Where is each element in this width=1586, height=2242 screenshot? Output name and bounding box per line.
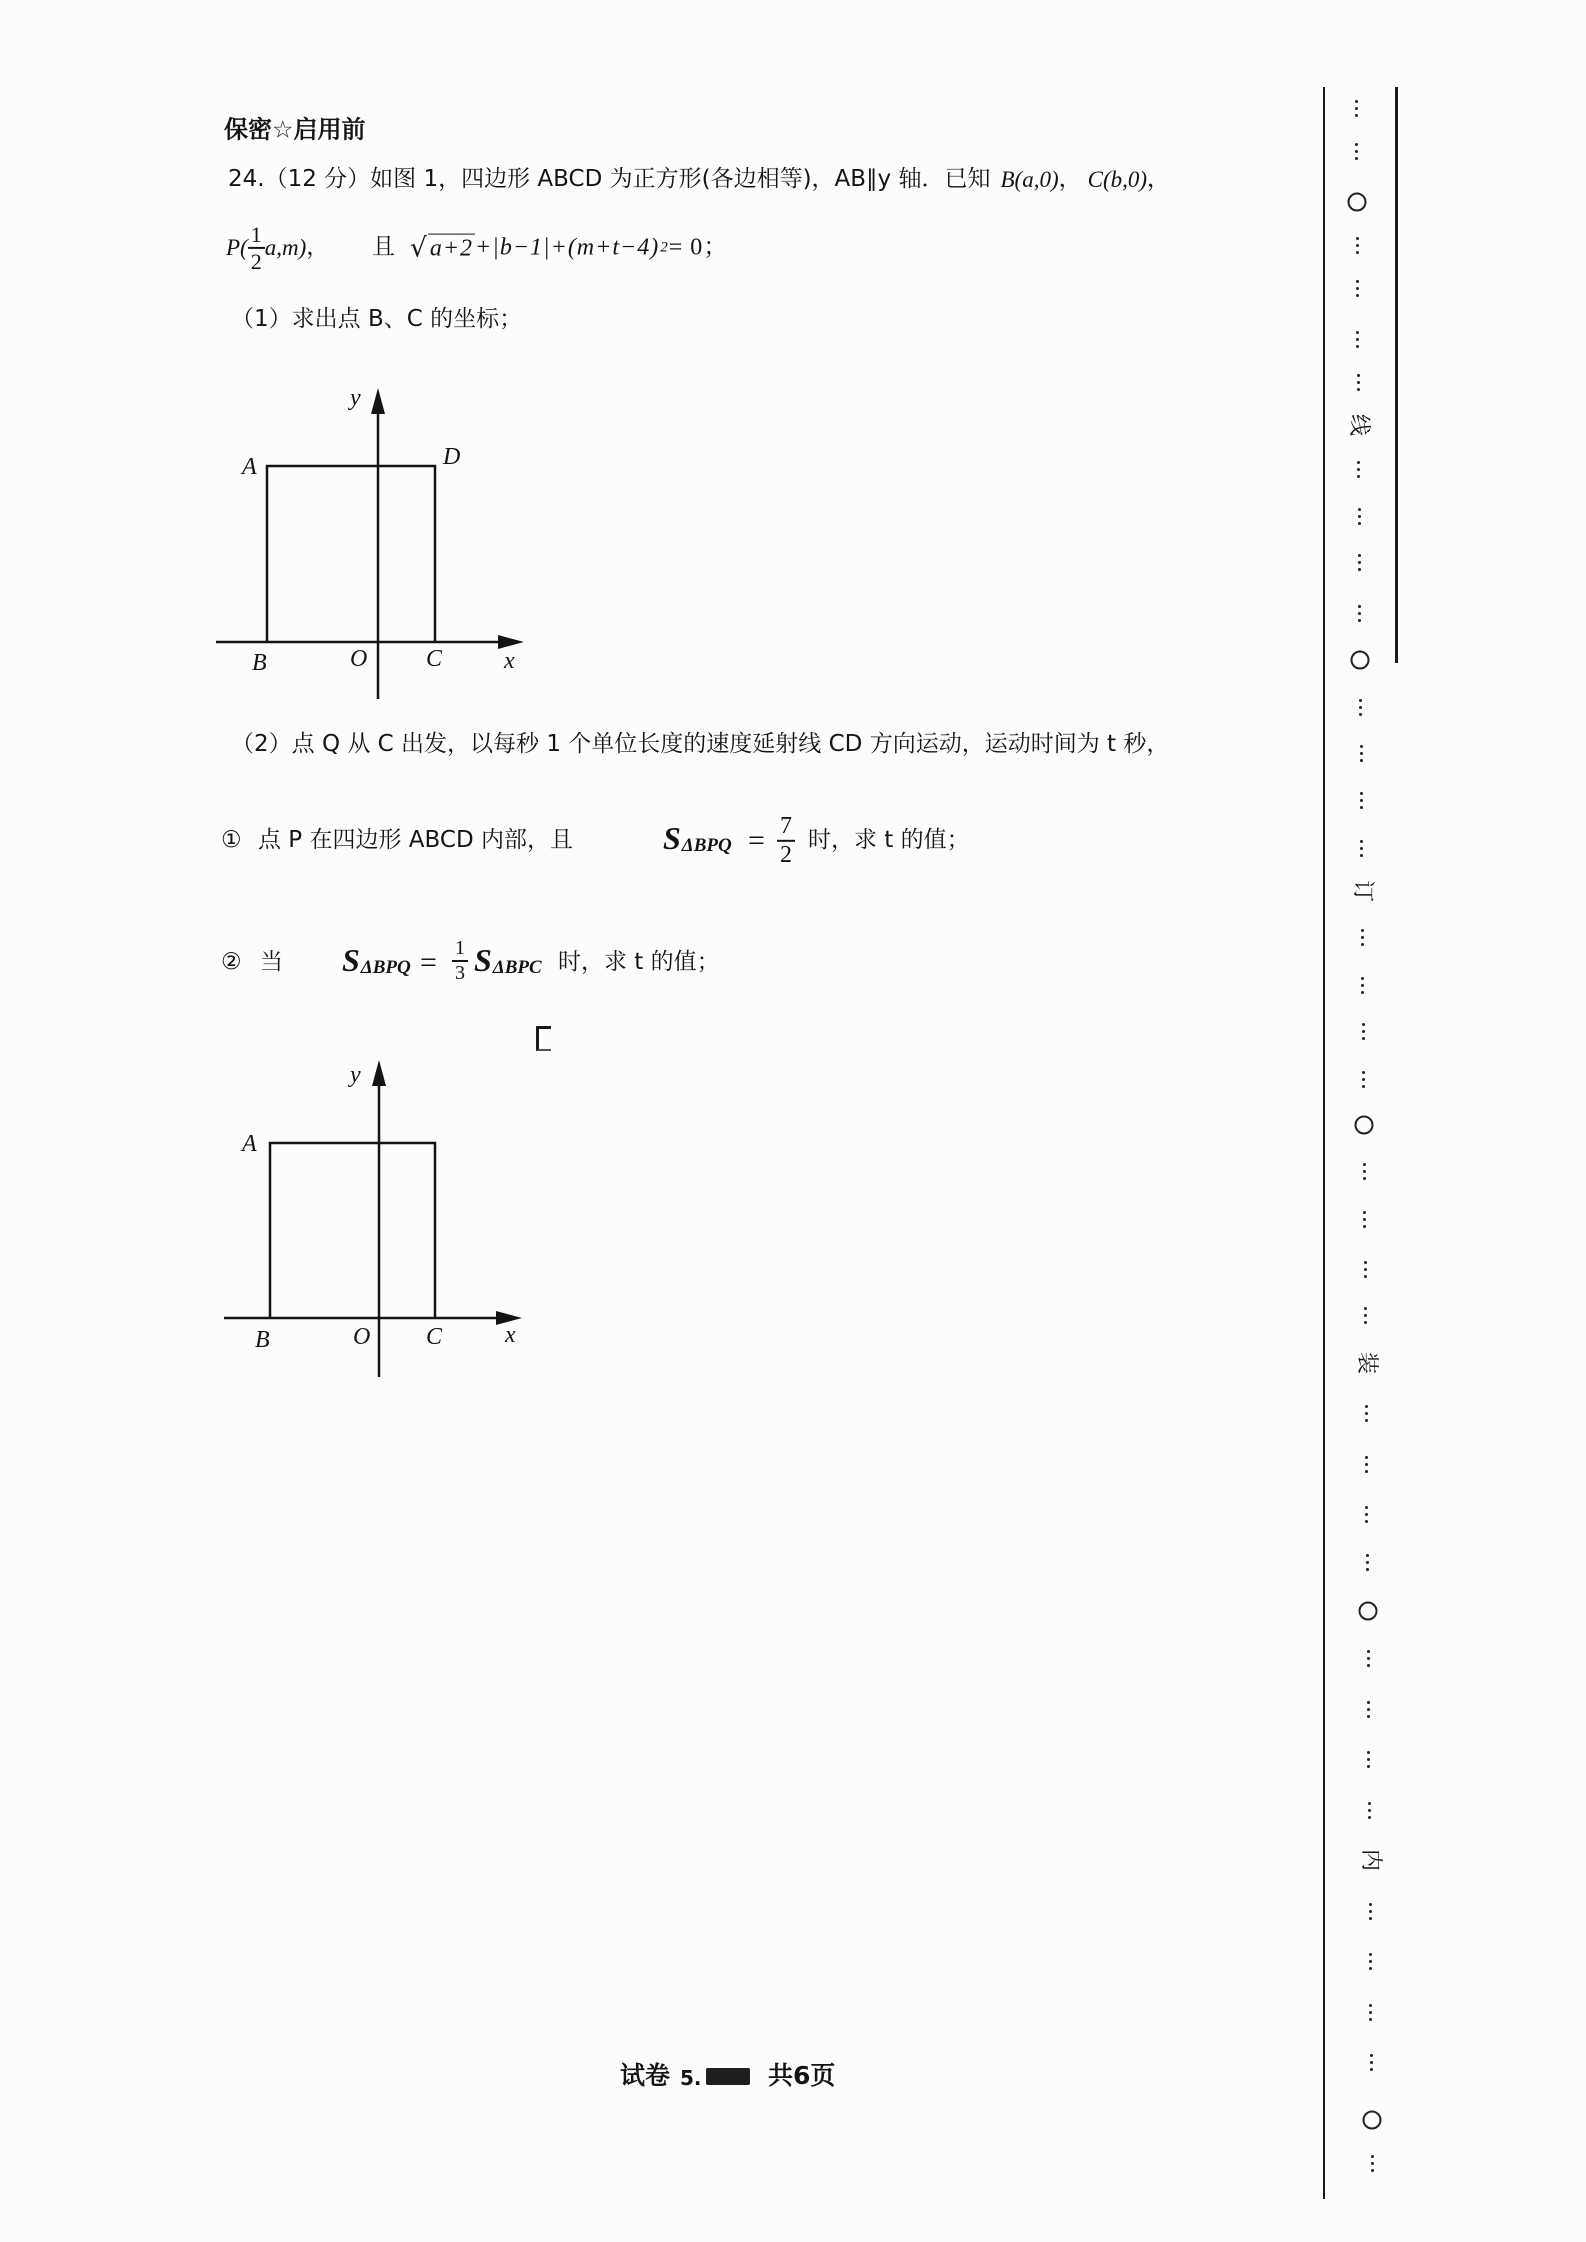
margin-label-2: 装 bbox=[1353, 1351, 1379, 1375]
margin-dot-leader bbox=[1357, 374, 1360, 377]
area-bpq bbox=[342, 941, 411, 979]
margin-label-1: 订 bbox=[1350, 879, 1376, 903]
point-p-open: P( bbox=[226, 235, 248, 261]
margin-dot-leader bbox=[1362, 1071, 1365, 1074]
margin-dot-leader bbox=[1365, 1456, 1368, 1459]
area-bpq bbox=[663, 819, 732, 857]
comma: ， bbox=[1147, 166, 1171, 193]
point-p-rest: a,m) bbox=[264, 235, 307, 261]
fig2-label-B: B bbox=[255, 1327, 270, 1353]
sub-question-2-text: 当 bbox=[260, 949, 283, 976]
square-root bbox=[410, 234, 475, 262]
margin-circle-mark bbox=[1347, 193, 1366, 212]
margin-dot-leader bbox=[1361, 977, 1364, 980]
margin-dot-leader bbox=[1356, 237, 1359, 240]
margin-dot-leader bbox=[1358, 605, 1361, 608]
margin-circle-mark bbox=[1351, 651, 1370, 670]
fig1-label-B: B bbox=[252, 650, 267, 676]
margin-dot-leader bbox=[1356, 280, 1359, 283]
margin-dot-leader bbox=[1368, 1802, 1371, 1805]
margin-dot-leader bbox=[1360, 745, 1363, 748]
area-subscript: ΔBPQ bbox=[360, 956, 411, 978]
fig2-label-A: A bbox=[242, 1131, 257, 1157]
fraction-seven-halves bbox=[777, 814, 795, 868]
margin-dot-leader bbox=[1363, 1211, 1366, 1214]
area-symbol: S bbox=[663, 819, 681, 856]
fig1-label-A: A bbox=[242, 454, 257, 480]
fraction-numerator: 1 bbox=[248, 223, 265, 249]
margin-dot-leader bbox=[1355, 143, 1358, 146]
margin-dot-leader bbox=[1364, 1261, 1367, 1264]
fig1-label-D: D bbox=[443, 444, 461, 470]
fig1-square bbox=[267, 466, 435, 642]
fig2-y-axis-arrow bbox=[372, 1060, 386, 1086]
fraction-denominator: 3 bbox=[455, 962, 465, 984]
fraction-denominator: 2 bbox=[780, 842, 792, 868]
fig1-y-axis-arrow bbox=[371, 388, 385, 414]
margin-dot-leader bbox=[1369, 1903, 1372, 1906]
area-bpc bbox=[474, 941, 542, 979]
margin-dot-leader bbox=[1358, 508, 1361, 511]
fraction-numerator: 7 bbox=[777, 814, 795, 842]
margin-dot-leader bbox=[1369, 1953, 1372, 1956]
footer-total-pages: 共6页 bbox=[768, 2061, 836, 2090]
equals-sign: = bbox=[420, 946, 437, 979]
equation-equals-zero: = 0； bbox=[668, 234, 729, 261]
comma: ， bbox=[1058, 166, 1082, 193]
margin-circle-mark bbox=[1358, 1602, 1377, 1621]
fig2-label-C: C bbox=[426, 1324, 443, 1350]
footer-ink-smudge bbox=[706, 2068, 750, 2085]
equals-sign: = bbox=[748, 824, 765, 857]
part-2-prompt: （2）点 Q 从 C 出发，以每秒 1 个单位长度的速度延射线 CD 方向运动，运动时间为 t 秒， bbox=[231, 731, 1170, 758]
confidential-header: 保密☆启用前 bbox=[224, 115, 366, 144]
margin-dot-leader bbox=[1364, 1307, 1367, 1310]
margin-dot-leader bbox=[1367, 1650, 1370, 1653]
point-p-definition bbox=[226, 223, 329, 273]
binding-line bbox=[1323, 87, 1325, 2199]
point-b: B(a,0) bbox=[1000, 167, 1059, 193]
radical-sign: √ bbox=[410, 232, 428, 264]
margin-dot-leader bbox=[1357, 461, 1360, 464]
binding-line-outer bbox=[1395, 87, 1398, 663]
fraction-one-half bbox=[248, 223, 265, 273]
fraction-numerator: 1 bbox=[452, 938, 468, 962]
margin-dot-leader bbox=[1365, 1405, 1368, 1408]
condition-equation bbox=[410, 234, 728, 263]
fraction-denominator: 2 bbox=[250, 249, 262, 274]
sub-question-2-tail: 时，求 t 的值； bbox=[558, 949, 720, 976]
footer-prefix: 试卷 bbox=[620, 2061, 671, 2090]
fig2-square bbox=[270, 1143, 435, 1318]
radicand: a+2 bbox=[429, 235, 474, 262]
question-intro: 24.（12 分）如图 1，四边形 ABCD 为正方形(各边相等)，AB∥y 轴．已知 bbox=[228, 166, 991, 193]
sub-question-2-marker: ② bbox=[221, 949, 242, 976]
fig1-label-y: y bbox=[350, 385, 361, 411]
part-1-prompt: （1）求出点 B、C 的坐标； bbox=[231, 306, 523, 333]
footer-page-number: 5. bbox=[680, 2066, 702, 2090]
fraction-seven-halves-wrap bbox=[777, 814, 795, 868]
equation-terms: +|b−1|+(m+t−4) bbox=[475, 234, 660, 261]
question-stem-line1 bbox=[228, 166, 1170, 194]
point-c: C(b,0) bbox=[1087, 167, 1148, 193]
conjunction-and: 且 bbox=[372, 234, 395, 261]
margin-dot-leader bbox=[1359, 699, 1362, 702]
area-subscript: ΔBPC bbox=[492, 956, 542, 978]
margin-dot-leader bbox=[1362, 1023, 1365, 1026]
margin-dot-leader bbox=[1356, 331, 1359, 334]
fraction-one-third bbox=[452, 938, 468, 984]
margin-dot-leader bbox=[1367, 1701, 1370, 1704]
margin-dot-leader bbox=[1363, 1163, 1366, 1166]
fig1-x-axis-arrow bbox=[498, 635, 524, 649]
comma: ， bbox=[306, 234, 330, 261]
exponent: 2 bbox=[660, 239, 669, 256]
figure-1 bbox=[200, 380, 540, 710]
margin-dot-leader bbox=[1360, 792, 1363, 795]
margin-dot-leader bbox=[1370, 2054, 1373, 2057]
margin-dot-leader bbox=[1366, 1554, 1369, 1557]
sub-question-1-marker: ① bbox=[221, 827, 242, 854]
fig1-label-C: C bbox=[426, 646, 443, 672]
margin-dot-leader bbox=[1361, 929, 1364, 932]
fig2-label-x: x bbox=[505, 1322, 516, 1348]
margin-circle-mark bbox=[1362, 2111, 1381, 2130]
margin-dot-leader bbox=[1367, 1751, 1370, 1754]
fraction-one-third-wrap bbox=[452, 938, 468, 984]
margin-dot-leader bbox=[1360, 840, 1363, 843]
sub-question-1-tail: 时，求 t 的值； bbox=[808, 827, 970, 854]
margin-label-0: 线 bbox=[1346, 413, 1372, 437]
margin-dot-leader bbox=[1369, 2004, 1372, 2007]
area-subscript: ΔBPQ bbox=[681, 834, 732, 856]
area-symbol: S bbox=[342, 941, 360, 978]
fig1-label-O: O bbox=[350, 646, 368, 672]
fig2-label-O: O bbox=[353, 1324, 371, 1350]
fig1-label-x: x bbox=[504, 648, 515, 674]
margin-dot-leader bbox=[1355, 100, 1358, 103]
fig2-label-y: y bbox=[350, 1062, 361, 1088]
sub-question-1-text: 点 P 在四边形 ABCD 内部，且 bbox=[258, 827, 573, 854]
margin-circle-mark bbox=[1354, 1116, 1373, 1135]
scan-bracket-mark bbox=[536, 1026, 551, 1051]
figure-2 bbox=[200, 1050, 540, 1390]
margin-dot-leader bbox=[1358, 554, 1361, 557]
margin-label-3: 内 bbox=[1357, 1848, 1383, 1872]
area-symbol: S bbox=[474, 941, 492, 978]
margin-dot-leader bbox=[1365, 1506, 1368, 1509]
margin-dot-leader bbox=[1371, 2155, 1374, 2158]
